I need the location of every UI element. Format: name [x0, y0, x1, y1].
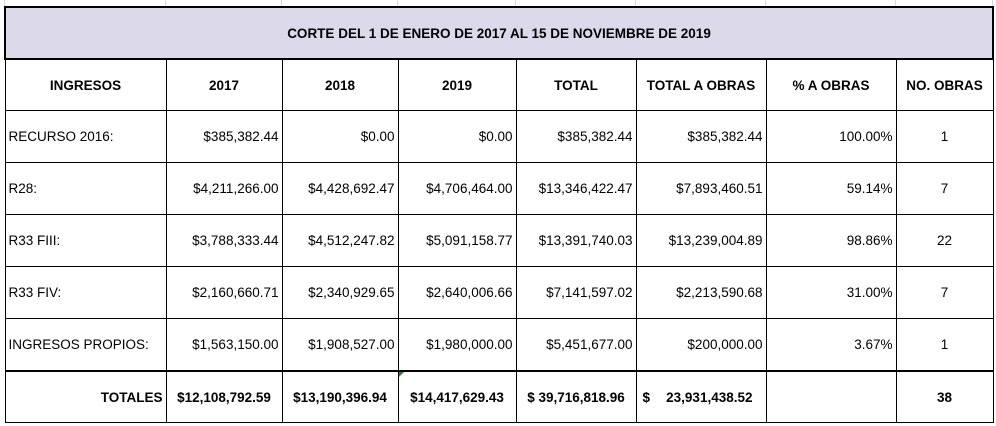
title-row	[5, 7, 993, 59]
col-header-no-obras[interactable]: NO. OBRAS	[896, 59, 993, 111]
col-header-total[interactable]: TOTAL	[516, 59, 636, 111]
col-header-2017[interactable]: 2017	[166, 59, 282, 111]
cell-2018[interactable]: $0.00	[282, 111, 398, 163]
col-header-ingresos[interactable]: INGRESOS	[5, 59, 166, 111]
cell-2018[interactable]: $1,908,527.00	[282, 319, 398, 372]
totals-2019[interactable]: $14,417,629.43	[398, 371, 516, 423]
table-row	[5, 163, 993, 215]
cell-2019[interactable]: $4,706,464.00	[398, 163, 516, 215]
cell-2018[interactable]: $4,428,692.47	[282, 163, 398, 215]
totals-total[interactable]: $ 39,716,818.96	[516, 371, 636, 423]
col-header-pct-a-obras[interactable]: % A OBRAS	[766, 59, 896, 111]
cell-total[interactable]: $5,451,677.00	[516, 319, 636, 372]
totals-label[interactable]: TOTALES	[5, 371, 166, 423]
cell-total[interactable]: $385,382.44	[516, 111, 636, 163]
cell-total[interactable]: $7,141,597.02	[516, 267, 636, 319]
cell-2018[interactable]: $2,340,929.65	[282, 267, 398, 319]
table-row	[5, 215, 993, 267]
table-row	[5, 319, 993, 372]
cell-total[interactable]: $13,391,740.03	[516, 215, 636, 267]
cell-pct-a-obras[interactable]: 100.00%	[766, 111, 896, 163]
row-label[interactable]: R33 FIII:	[5, 215, 166, 267]
cell-total-a-obras[interactable]: $7,893,460.51	[636, 163, 766, 215]
cell-total-a-obras[interactable]: $13,239,004.89	[636, 215, 766, 267]
row-label[interactable]: R33 FIV:	[5, 267, 166, 319]
cell-2017[interactable]: $3,788,333.44	[166, 215, 282, 267]
cell-2017[interactable]: $4,211,266.00	[166, 163, 282, 215]
totals-no-obras[interactable]: 38	[896, 371, 993, 423]
cell-pct-a-obras[interactable]: 98.86%	[766, 215, 896, 267]
cell-total-a-obras[interactable]: $200,000.00	[636, 319, 766, 372]
cell-pct-a-obras[interactable]: 59.14%	[766, 163, 896, 215]
cell-total-a-obras[interactable]: $2,213,590.68	[636, 267, 766, 319]
cell-pct-a-obras[interactable]: 3.67%	[766, 319, 896, 372]
cell-no-obras[interactable]: 1	[896, 319, 993, 372]
cell-2017[interactable]: $1,563,150.00	[166, 319, 282, 372]
cell-2018[interactable]: $4,512,247.82	[282, 215, 398, 267]
cell-2017[interactable]: $2,160,660.71	[166, 267, 282, 319]
cell-no-obras[interactable]: 7	[896, 163, 993, 215]
cell-no-obras[interactable]: 22	[896, 215, 993, 267]
totals-total-a-obras[interactable]	[636, 371, 766, 423]
totals-pct-a-obras[interactable]	[766, 371, 896, 423]
cell-no-obras[interactable]: 1	[896, 111, 993, 163]
cell-2019[interactable]: $2,640,006.66	[398, 267, 516, 319]
currency-symbol: $	[642, 389, 651, 405]
cell-no-obras[interactable]: 7	[896, 267, 993, 319]
table-row	[5, 111, 993, 163]
cell-2019[interactable]: $5,091,158.77	[398, 215, 516, 267]
totals-total-a-obras-amount: 23,931,438.52	[666, 389, 753, 405]
table-title[interactable]: CORTE DEL 1 DE ENERO DE 2017 AL 15 DE NOVIEMBRE DE 2019	[5, 7, 993, 59]
totals-2017[interactable]: $12,108,792.59	[166, 371, 282, 423]
totals-row	[5, 371, 993, 423]
cell-total-a-obras[interactable]: $385,382.44	[636, 111, 766, 163]
row-label[interactable]: RECURSO 2016:	[5, 111, 166, 163]
col-header-2019[interactable]: 2019	[398, 59, 516, 111]
col-header-2018[interactable]: 2018	[282, 59, 398, 111]
income-table	[4, 6, 994, 423]
cell-total[interactable]: $13,346,422.47	[516, 163, 636, 215]
totals-2018[interactable]: $13,190,396.94	[282, 371, 398, 423]
cell-2017[interactable]: $385,382.44	[166, 111, 282, 163]
header-row	[5, 59, 993, 111]
col-header-total-a-obras[interactable]: TOTAL A OBRAS	[636, 59, 766, 111]
row-label[interactable]: INGRESOS PROPIOS:	[5, 319, 166, 372]
cell-2019[interactable]: $1,980,000.00	[398, 319, 516, 372]
row-label[interactable]: R28:	[5, 163, 166, 215]
table-row	[5, 267, 993, 319]
cell-pct-a-obras[interactable]: 31.00%	[766, 267, 896, 319]
cell-2019[interactable]: $0.00	[398, 111, 516, 163]
